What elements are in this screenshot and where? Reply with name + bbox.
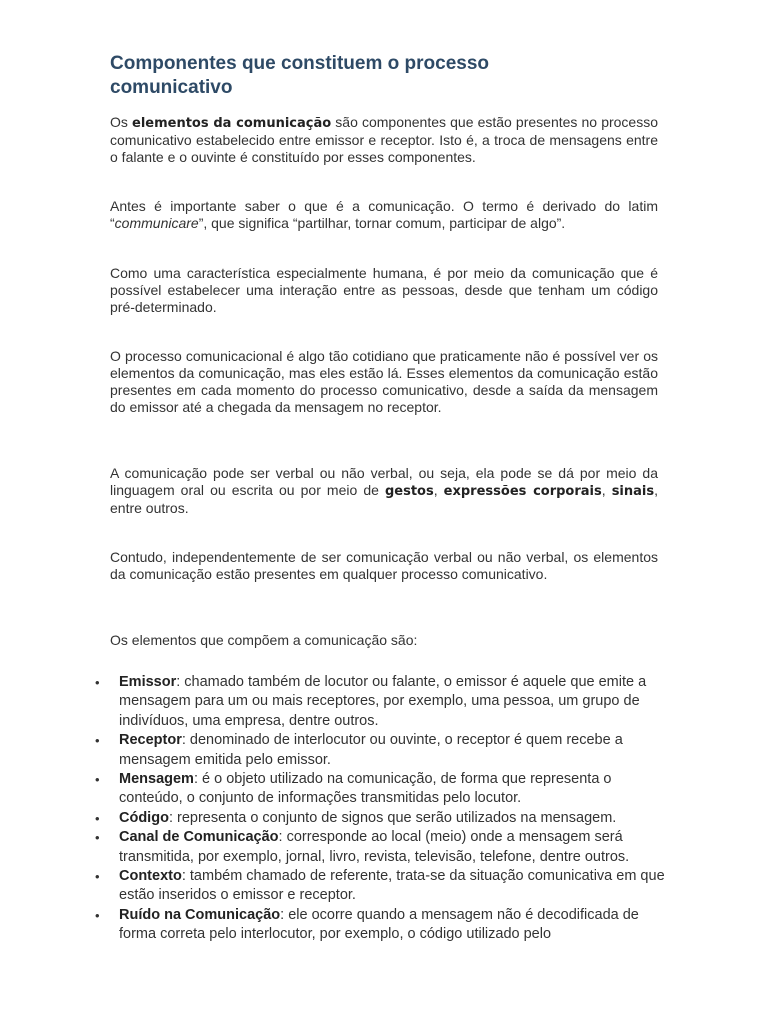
- bullet-icon: •: [95, 675, 100, 690]
- list-item-text: : ele ocorre quando a mensagem não é decodificada de forma correta pelo interlocutor, por exemplo, o código utilizado pelo: [119, 906, 639, 943]
- paragraph-human-trait: Como uma característica especialmente humana, é por meio da comunicação que é possível estabelecer uma interação entre as pessoas, desde que tenham um código pré-determinado.: [110, 265, 658, 315]
- intro-text-end: são componentes que estão presentes no processo comunicativo estabelecido entre emissor e receptor. Isto é, a troca de mensagens entre o falante e o ouvinte é constituído por esses componentes.: [110, 114, 658, 165]
- list-item-term: Ruído na Comunicação: [119, 906, 281, 923]
- verbal-text-end: , entre outros.: [110, 482, 658, 516]
- list-item-term: Canal de Comunicação: [119, 829, 279, 846]
- list-item: [95, 867, 665, 906]
- verbal-separator-1: ,: [433, 482, 444, 498]
- list-item: [95, 731, 665, 770]
- list-item-text: : também chamado de referente, trata-se da situação comunicativa em que estão inseridos o emissor e receptor.: [119, 868, 665, 904]
- list-item-text: : corresponde ao local (meio) onde a mensagem será transmitida, por exemplo, jornal, livro, revista, televisão, telefone, dentre outros.: [119, 829, 630, 865]
- bullet-icon: •: [95, 772, 100, 788]
- list-item: [95, 828, 665, 867]
- list-item-text: : é o objeto utilizado na comunicação, de forma que representa o conteúdo, o conjunto de informações transmitidas pelo locutor.: [119, 771, 612, 807]
- list-item-term: Código: [119, 809, 169, 826]
- list-item-term: Emissor: [119, 674, 177, 690]
- definition-text-end: ”, que significa “partilhar, tornar comum, participar de algo”.: [198, 215, 566, 231]
- paragraph-verbal: [110, 465, 658, 517]
- verbal-bold-sinais: sinais: [611, 484, 655, 499]
- list-item-text: : representa o conjunto de signos que serão utilizados na mensagem.: [168, 809, 617, 826]
- elements-list: [95, 673, 665, 945]
- list-item-text: : chamado também de locutor ou falante, o emissor é aquele que emite a mensagem para um ou mais receptores, por exemplo, uma pessoa, um grupo de indivíduos, uma empresa, dentre outros.: [119, 674, 647, 729]
- bullet-icon: •: [95, 830, 100, 846]
- paragraph-contudo: Contudo, independentemente de ser comunicação verbal ou não verbal, os elementos da comunicação estão presentes em qualquer processo comunicativo.: [110, 549, 658, 582]
- intro-text-start: Os: [110, 114, 132, 130]
- paragraph-process: O processo comunicacional é algo tão cotidiano que praticamente não é possível ver os elementos da comunicação, mas eles estão lá. Esses elementos da comunicação estão presentes em cada momento do processo comunicativo, desde a saída da mensagem do emissor até a chegada da mensagem no receptor.: [110, 348, 658, 415]
- list-item-text: : denominado de interlocutor ou ouvinte, o receptor é quem recebe a mensagem emitida pelo emissor.: [119, 732, 623, 768]
- list-item: [95, 770, 665, 809]
- definition-text-start: Antes é importante saber o que é a comunicação. O termo é derivado do latim “: [110, 198, 658, 231]
- verbal-bold-gestos: gestos: [384, 484, 434, 499]
- verbal-text-start: A comunicação pode ser verbal ou não verbal, ou seja, ela pode se dá por meio da linguagem oral ou escrita ou por meio de: [110, 465, 658, 498]
- intro-bold-term: elementos da comunicação: [132, 116, 332, 131]
- bullet-icon: •: [95, 869, 100, 885]
- list-item-term: Contexto: [119, 868, 182, 885]
- bullet-icon: •: [95, 907, 100, 923]
- paragraph-intro: [110, 114, 658, 166]
- verbal-separator-2: ,: [601, 482, 612, 498]
- list-item: [95, 809, 665, 828]
- definition-latin-term: communicare: [114, 215, 199, 231]
- list-item-term: Mensagem: [119, 771, 194, 788]
- verbal-bold-expressoes: expressões corporais: [443, 484, 602, 499]
- page-title: Componentes que constituem o processo comunicativo: [110, 53, 489, 98]
- list-item: [95, 906, 665, 945]
- paragraph-list-intro: Os elementos que compõem a comunicação são:: [110, 632, 418, 648]
- paragraph-definition: [110, 198, 658, 232]
- bullet-icon: •: [95, 810, 100, 826]
- bullet-icon: •: [95, 733, 100, 749]
- list-item: [95, 673, 665, 731]
- list-item-term: Receptor: [119, 732, 182, 749]
